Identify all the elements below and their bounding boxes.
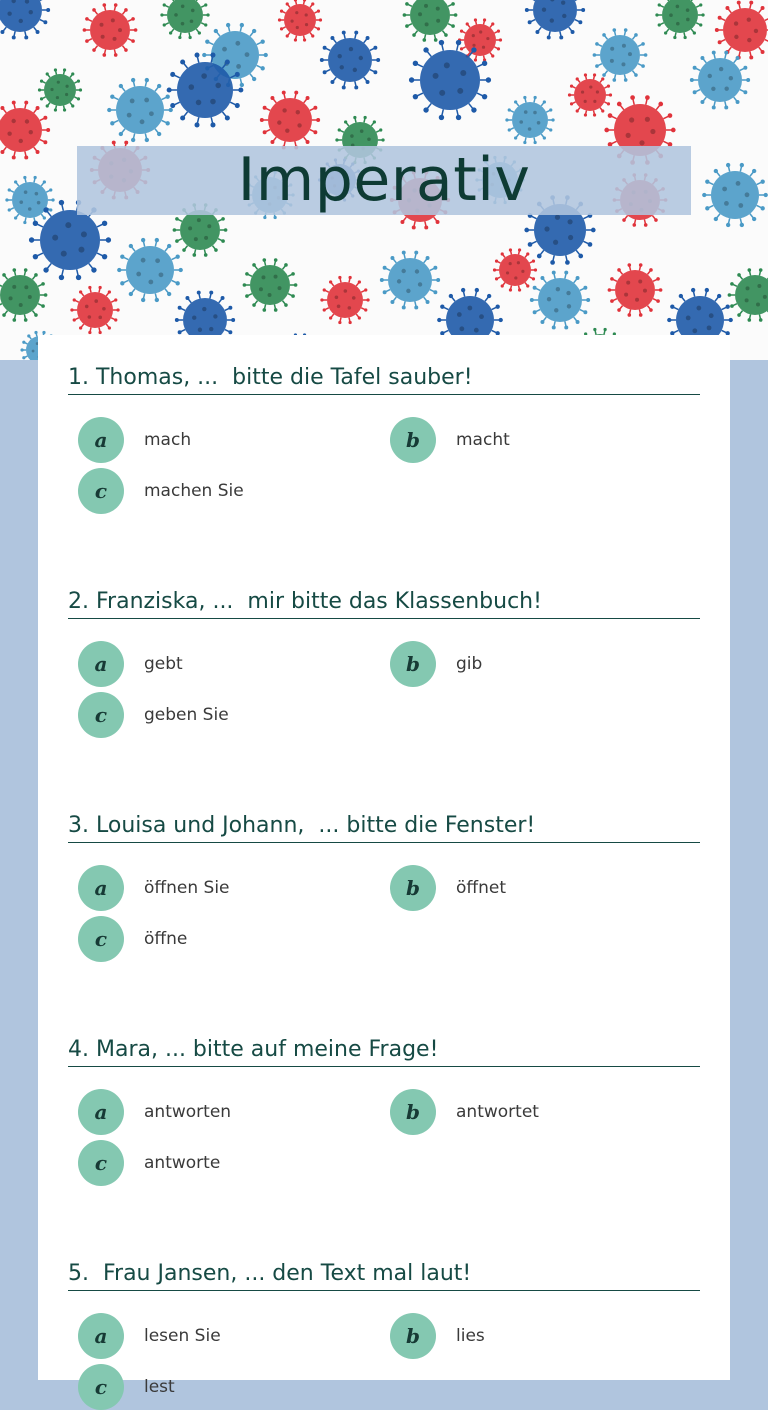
option-bubble[interactable]: c (78, 916, 124, 962)
option-bubble[interactable]: a (78, 1313, 124, 1359)
virus-decoration (568, 73, 612, 116)
option-bubble[interactable]: b (390, 1313, 436, 1359)
divider (68, 842, 700, 843)
question-4 (68, 1033, 700, 1067)
option-bubble[interactable]: c (78, 1140, 124, 1186)
option-bubble[interactable]: a (78, 865, 124, 911)
option-label: gebt (144, 641, 183, 687)
virus-decoration (107, 78, 173, 142)
virus-decoration (243, 258, 298, 312)
virus-decoration (278, 0, 322, 42)
question-text: 4. Mara, ... bitte auf meine Frage! (68, 1033, 700, 1066)
virus-decoration (593, 28, 648, 82)
virus-decoration (260, 91, 320, 150)
option-bubble[interactable]: c (78, 692, 124, 738)
page-title: Imperativ (0, 146, 768, 215)
virus-decoration (0, 268, 47, 322)
virus-decoration (83, 3, 138, 57)
virus-decoration (380, 251, 440, 310)
divider (68, 1290, 700, 1291)
virus-decoration (0, 0, 50, 39)
virus-decoration (38, 68, 82, 111)
question-1 (68, 361, 700, 395)
option-label: gib (456, 641, 482, 687)
virus-decoration (715, 1, 768, 60)
question-3 (68, 809, 700, 843)
virus-decoration (525, 0, 585, 39)
question-2 (68, 585, 700, 619)
option-bubble[interactable]: c (78, 468, 124, 514)
virus-decoration (320, 31, 380, 90)
option-label: mach (144, 417, 191, 463)
question-5 (68, 1257, 700, 1291)
option-label: machen Sie (144, 468, 244, 514)
option-label: öffnet (456, 865, 506, 911)
option-label: antworte (144, 1140, 220, 1186)
virus-decoration (690, 51, 750, 110)
virus-decoration (70, 286, 119, 334)
virus-decoration (403, 0, 458, 42)
option-bubble[interactable]: a (78, 641, 124, 687)
option-label: geben Sie (144, 692, 229, 738)
divider (68, 618, 700, 619)
option-label: lesen Sie (144, 1313, 221, 1359)
option-label: lest (144, 1364, 175, 1410)
divider (68, 1066, 700, 1067)
option-label: macht (456, 417, 510, 463)
option-bubble[interactable]: a (78, 417, 124, 463)
option-label: antworten (144, 1089, 231, 1135)
header-banner (0, 0, 768, 360)
virus-decoration (320, 276, 369, 324)
option-bubble[interactable]: c (78, 1364, 124, 1410)
virus-decoration (608, 263, 663, 317)
virus-decoration (160, 0, 209, 39)
virus-decoration (530, 271, 590, 330)
virus-decoration (655, 0, 704, 39)
divider (68, 394, 700, 395)
option-bubble[interactable]: b (390, 1089, 436, 1135)
question-text: 3. Louisa und Johann, ... bitte die Fenster! (68, 809, 700, 842)
option-label: antwortet (456, 1089, 539, 1135)
option-bubble[interactable]: a (78, 1089, 124, 1135)
question-text: 2. Franziska, ... mir bitte das Klassenbuch! (68, 585, 700, 618)
option-label: öffnen Sie (144, 865, 230, 911)
option-bubble[interactable]: b (390, 641, 436, 687)
option-label: lies (456, 1313, 485, 1359)
option-label: öffne (144, 916, 187, 962)
virus-decoration (493, 248, 537, 291)
virus-decoration (505, 96, 554, 144)
option-bubble[interactable]: b (390, 417, 436, 463)
question-text: 5. Frau Jansen, ... den Text mal laut! (68, 1257, 700, 1290)
quiz-card (38, 335, 730, 1380)
virus-decoration (728, 268, 768, 322)
option-bubble[interactable]: b (390, 865, 436, 911)
virus-decoration (117, 238, 183, 302)
question-text: 1. Thomas, ... bitte die Tafel sauber! (68, 361, 700, 394)
